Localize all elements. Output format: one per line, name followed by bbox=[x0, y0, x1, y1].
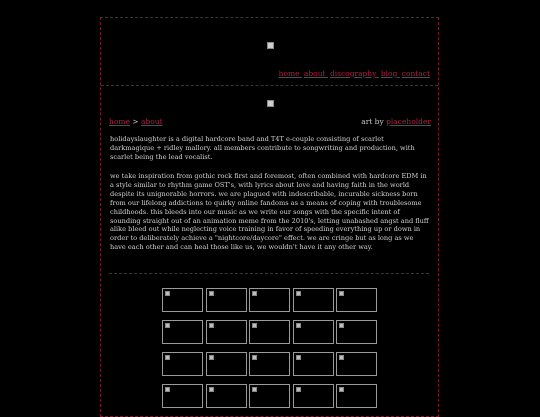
broken-image-icon bbox=[339, 355, 344, 360]
gallery-thumbnail[interactable] bbox=[336, 352, 377, 376]
art-credit-prefix: art by bbox=[361, 117, 384, 126]
gallery-thumbnail[interactable] bbox=[249, 288, 290, 312]
gallery-thumbnail[interactable] bbox=[206, 288, 247, 312]
nav-blog-link[interactable]: blog bbox=[380, 69, 398, 78]
broken-image-icon bbox=[296, 387, 301, 392]
gallery-thumbnail[interactable] bbox=[162, 384, 203, 408]
gallery-thumbnail[interactable] bbox=[162, 288, 203, 312]
broken-image-icon bbox=[296, 355, 301, 360]
nav-about-link[interactable]: about bbox=[303, 69, 326, 78]
site-header bbox=[101, 18, 438, 85]
broken-image-icon bbox=[339, 291, 344, 296]
broken-image-icon bbox=[165, 387, 170, 392]
breadcrumb bbox=[109, 117, 163, 126]
about-paragraph-2: we take inspiration from gothic rock first and foremost, often combined with hardcore EDM in a style similar to rhythm game OST's, with lyrics about love and having faith in the world despite its unignorable horrors. we are plagued with indescribable, incurable sickness born from our lifelong addictions to quirky online fandoms as a means of coping with troublesome childhoods. this bleeds into our music as we write our songs with the specific intent of sounding straight out of an animation meme from the 2010's, letting unabashed angst and fluff alike bleed out while neglecting voice training in favor of speeding everything up or down in order to deliberately achieve a "nightcore/daycore" effect. we are cringe but as long as we have each other and can heal those like us, we wouldn't have it any other way. bbox=[110, 172, 429, 252]
gallery-thumbnail[interactable] bbox=[293, 384, 334, 408]
breadcrumb-separator: > bbox=[132, 117, 139, 126]
gallery-grid bbox=[162, 288, 377, 408]
gallery-thumbnail[interactable] bbox=[206, 320, 247, 344]
broken-image-icon bbox=[209, 355, 214, 360]
broken-image-icon bbox=[209, 323, 214, 328]
gallery-thumbnail[interactable] bbox=[206, 384, 247, 408]
nav-home-link[interactable]: home bbox=[278, 69, 300, 78]
broken-image-icon bbox=[252, 323, 257, 328]
art-credit bbox=[361, 117, 431, 126]
gallery-thumbnail[interactable] bbox=[336, 288, 377, 312]
gallery-thumbnail[interactable] bbox=[293, 320, 334, 344]
gallery-thumbnail[interactable] bbox=[249, 352, 290, 376]
breadcrumb-about-link[interactable]: about bbox=[140, 117, 163, 126]
broken-image-icon bbox=[209, 291, 214, 296]
breadcrumb-home-link[interactable]: home bbox=[109, 117, 130, 126]
broken-image-icon bbox=[252, 387, 257, 392]
broken-image-icon bbox=[165, 355, 170, 360]
broken-image-icon bbox=[209, 387, 214, 392]
top-nav bbox=[277, 69, 430, 78]
broken-image-icon bbox=[165, 323, 170, 328]
gallery-thumbnail[interactable] bbox=[249, 384, 290, 408]
broken-image-icon bbox=[339, 387, 344, 392]
gallery-thumbnail[interactable] bbox=[336, 384, 377, 408]
content-divider bbox=[109, 273, 429, 274]
broken-image-icon bbox=[339, 323, 344, 328]
broken-image-icon bbox=[296, 323, 301, 328]
gallery-thumbnail[interactable] bbox=[336, 320, 377, 344]
broken-image-icon bbox=[252, 355, 257, 360]
broken-image-icon bbox=[296, 291, 301, 296]
nav-discography-link[interactable]: discography bbox=[329, 69, 377, 78]
header-divider bbox=[101, 85, 438, 86]
broken-image-icon bbox=[165, 291, 170, 296]
gallery-thumbnail[interactable] bbox=[293, 352, 334, 376]
nav-contact-link[interactable]: contact bbox=[401, 69, 430, 78]
gallery-thumbnail[interactable] bbox=[162, 320, 203, 344]
banner-broken-image-icon bbox=[267, 42, 274, 49]
gallery-thumbnail[interactable] bbox=[249, 320, 290, 344]
broken-image-icon bbox=[252, 291, 257, 296]
art-credit-link[interactable]: placeholder bbox=[386, 117, 431, 126]
gallery-thumbnail[interactable] bbox=[293, 288, 334, 312]
hero-broken-image-icon bbox=[267, 100, 274, 107]
gallery-thumbnail[interactable] bbox=[162, 352, 203, 376]
gallery-thumbnail[interactable] bbox=[206, 352, 247, 376]
about-paragraph-1: holidayslaughter is a digital hardcore band and T4T e-couple consisting of scarlet darkmagique + ridley mallory. all members contribute to songwriting and production, with scarlet being the lead vocalist. bbox=[110, 135, 415, 161]
